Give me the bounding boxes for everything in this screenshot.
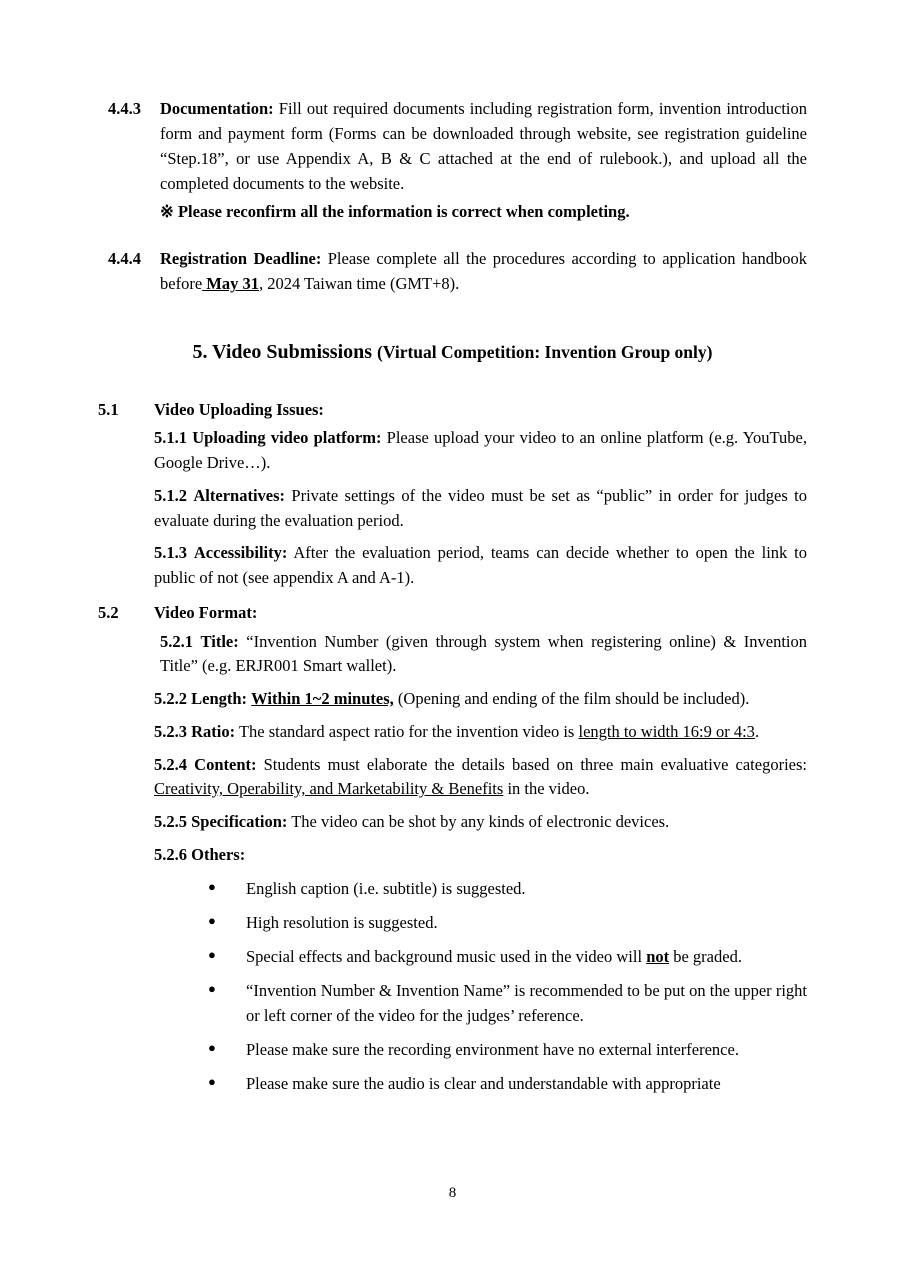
bullet-icon: ● (208, 912, 216, 928)
item-5-2 (98, 601, 807, 626)
bullet-icon: ● (208, 1039, 216, 1055)
subitem-text: (Opening and ending of the film should be included). (393, 689, 750, 709)
bullet-icon: ● (208, 980, 216, 996)
subitem-number: 5.1.2 (154, 485, 187, 505)
bullet-icon: ● (208, 878, 216, 894)
registration-deadline-date: May 31 (202, 274, 259, 294)
subitem-5-1-2 (98, 484, 807, 534)
list-item-text: Please make sure the recording environment have no external interference. (246, 1039, 739, 1059)
subitem-text-after: in the video. (503, 779, 590, 799)
subitem-label: Length: (191, 689, 248, 709)
clause-number: 4.4.3 (108, 99, 141, 118)
subitem-label: Uploading video platform: (192, 428, 382, 448)
clause-4-4-3 (98, 96, 807, 224)
subitem-label: Title: (200, 631, 239, 651)
list-item-text-before: Special effects and background music used in the video will (246, 946, 647, 966)
subitem-5-2-6 (98, 843, 807, 868)
subitem-label: Ratio: (191, 721, 236, 741)
list-item (98, 1071, 807, 1096)
clause-note: ※ Please reconfirm all the information is correct when completing. (160, 202, 630, 222)
list-item (98, 944, 807, 969)
subitem-number: 5.2.6 (154, 844, 187, 864)
list-item (98, 978, 807, 1028)
section-subtitle: (Virtual Competition: Invention Group only) (377, 341, 713, 362)
subitem-5-2-5 (98, 810, 807, 835)
list-item-text: Please make sure the audio is clear and understandable with appropriate (246, 1074, 721, 1094)
subitem-5-2-3 (98, 720, 807, 745)
item-label: Video Format: (154, 602, 258, 622)
subitem-5-2-4 (98, 753, 807, 803)
list-item (98, 876, 807, 901)
subitem-text: The standard aspect ratio for the invention video is (235, 721, 579, 741)
subitem-number: 5.2.2 (154, 689, 187, 709)
clause-label: Registration Deadline: (160, 249, 322, 269)
section-number: 5. (192, 340, 208, 363)
subitem-number: 5.2.1 (160, 631, 193, 651)
list-item-text: “Invention Number & Invention Name” is recommended to be put on the upper right or left corner of the video for the judges’ reference. (246, 980, 807, 1025)
clause-body (160, 96, 807, 224)
subitem-text: After the evaluation period, teams can decide whether to open the link to public of not (see appendix A and A-1). (154, 543, 808, 588)
clause-text-after: , 2024 Taiwan time (GMT+8). (258, 274, 460, 294)
item-5-1 (98, 398, 807, 423)
clause-text: Fill out required documents including registration form, invention introduction form and payment form (Forms can be downloaded through website, see registration guideline “Step.18”, or use Appendix A, B & C attached at the end of rulebook.), and upload all the completed documents to the website. (160, 99, 807, 194)
subitem-label: Content: (194, 754, 257, 774)
clause-number: 4.4.4 (108, 249, 141, 269)
bullet-icon: ● (208, 1074, 216, 1090)
subitem-5-1-3 (98, 541, 807, 591)
item-number: 5.1 (98, 399, 119, 419)
clause-body (160, 246, 807, 296)
subitem-text: The video can be shot by any kinds of electronic devices. (287, 812, 670, 832)
clause-text-before: Please complete all the procedures according to application handbook before (160, 249, 808, 294)
subitem-text: Private settings of the video must be set as “public” in order for judges to evaluate during the evaluation period. (154, 485, 808, 530)
aspect-ratio-emphasis: length to width 16:9 or 4:3 (578, 721, 755, 741)
others-bullet-list (98, 876, 807, 1097)
clause-4-4-4 (98, 246, 807, 296)
subitem-label: Others: (191, 844, 246, 864)
subitem-5-2-1 (98, 630, 807, 680)
list-item-text-after: be graded. (669, 946, 742, 966)
clause-label: Documentation: (160, 99, 274, 118)
subitem-number: 5.2.3 (154, 721, 187, 741)
subitem-5-2-2 (98, 687, 807, 712)
bullet-icon: ● (208, 946, 216, 962)
subitem-text-after: . (754, 721, 760, 741)
subitem-text: “Invention Number (given through system when registering online) & Invention Title” (e.g. ERJR001 Smart wallet). (160, 631, 807, 676)
section-title: Video Submissions (212, 340, 373, 363)
section-heading (98, 341, 807, 364)
subitem-label: Alternatives: (193, 485, 286, 505)
not-emphasis: not (646, 946, 670, 966)
page-number: 8 (448, 1185, 457, 1201)
subitem-number: 5.2.4 (154, 754, 187, 774)
subitem-text: Students must elaborate the details based on three main evaluative categories: (256, 754, 807, 774)
list-item-text: English caption (i.e. subtitle) is suggested. (246, 878, 526, 898)
subitem-5-1-1 (98, 426, 807, 476)
item-number: 5.2 (98, 602, 119, 622)
item-label: Video Uploading Issues: (154, 399, 324, 419)
subitem-number: 5.2.5 (154, 812, 187, 832)
subitem-label: Accessibility: (193, 543, 288, 563)
subitem-label: Specification: (191, 812, 288, 832)
subitem-number: 5.1.3 (154, 543, 187, 563)
list-item (98, 910, 807, 935)
video-length-emphasis: Within 1~2 minutes, (251, 689, 394, 709)
list-item-text: High resolution is suggested. (246, 912, 438, 932)
list-item-text (246, 944, 807, 969)
subitem-number: 5.1.1 (154, 428, 187, 448)
subitem-text: Please upload your video to an online platform (e.g. YouTube, Google Drive…). (154, 428, 807, 473)
evaluative-categories-emphasis: Creativity, Operability, and Marketability & Benefits (154, 779, 504, 799)
list-item (98, 1037, 807, 1062)
